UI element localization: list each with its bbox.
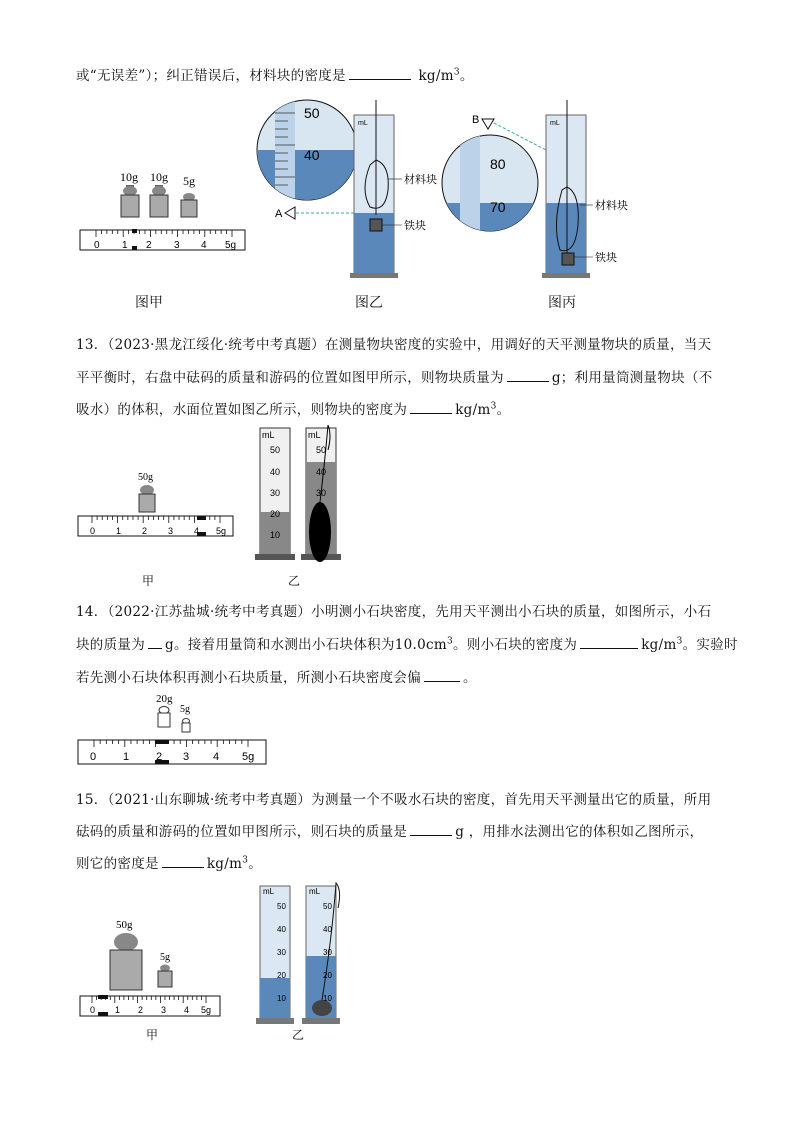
svg-text:40: 40 bbox=[323, 925, 332, 934]
fig12-magnifier-bing bbox=[442, 135, 538, 243]
eye-b-label: B bbox=[472, 114, 480, 126]
fig12-weights bbox=[121, 185, 197, 217]
figure-13 bbox=[70, 420, 350, 590]
q15-weight-label-50g: 50g bbox=[116, 919, 133, 931]
q14-line-2: 块的质量为 g。接着用量筒和水测出小石块体积为$10.0cm^3$。则小石块的密度为 $kg/m^3$。实验时 bbox=[76, 636, 738, 653]
mag-yi-40: 40 bbox=[304, 147, 320, 163]
figure-14 bbox=[70, 688, 280, 773]
svg-text:10: 10 bbox=[323, 994, 332, 1003]
tick-3: 3 bbox=[174, 240, 180, 251]
weight-5g bbox=[181, 193, 197, 217]
svg-text:5g: 5g bbox=[216, 526, 227, 536]
svg-text:mL: mL bbox=[309, 887, 321, 896]
weight-10g-a bbox=[121, 185, 139, 217]
svg-text:4: 4 bbox=[213, 751, 220, 763]
q15-caption-yi: 乙 bbox=[292, 1028, 305, 1042]
q15-weight-label-5g: 5g bbox=[160, 952, 170, 963]
weight-label-2: 10g bbox=[150, 170, 168, 184]
fig12-caption-bing: 图丙 bbox=[548, 295, 576, 311]
svg-text:1: 1 bbox=[116, 526, 122, 536]
eye-a-icon bbox=[285, 207, 295, 219]
svg-text:50: 50 bbox=[270, 445, 281, 455]
fig12-caption-jia: 图甲 bbox=[135, 295, 163, 311]
svg-text:20: 20 bbox=[323, 971, 332, 980]
svg-text:40: 40 bbox=[316, 467, 327, 477]
mag-yi-50: 50 bbox=[304, 105, 320, 121]
q14-line-3: 若先测小石块体积再测小石块质量，所测小石块密度会偏 。 bbox=[76, 670, 477, 686]
cyl-bing-unit: mL bbox=[550, 120, 560, 127]
q13-line-1: 13．（2023·黑龙江绥化·统考中考真题）在测量物块密度的实验中，用调好的天平测量物块的质量，当天 bbox=[76, 337, 712, 353]
q13-weight-label: 50g bbox=[138, 472, 153, 483]
svg-text:30: 30 bbox=[316, 488, 327, 498]
q12-tail-text: 或“无误差”）；纠正错误后，材料块的密度是 bbox=[76, 68, 346, 84]
q13-blank-density[interactable] bbox=[410, 401, 452, 414]
tick-2: 2 bbox=[146, 240, 152, 251]
svg-text:40: 40 bbox=[277, 925, 286, 934]
eye-b-icon bbox=[482, 119, 494, 129]
label-material-bing: 材料块 bbox=[595, 199, 628, 212]
tick-4: 4 bbox=[201, 240, 207, 251]
tick-0: 0 bbox=[94, 240, 100, 251]
svg-text:20: 20 bbox=[277, 971, 286, 980]
mag-bing-80: 80 bbox=[490, 156, 506, 172]
svg-text:3: 3 bbox=[183, 751, 190, 763]
svg-text:20: 20 bbox=[270, 509, 281, 519]
svg-text:30: 30 bbox=[277, 948, 286, 957]
label-material-yi: 材料块 bbox=[404, 173, 437, 186]
svg-text:5g: 5g bbox=[201, 1005, 212, 1015]
fig12-scale bbox=[80, 229, 245, 251]
svg-text:10: 10 bbox=[277, 994, 286, 1003]
q15-blank-mass[interactable] bbox=[410, 823, 452, 836]
label-iron-yi: 铁块 bbox=[404, 219, 426, 232]
q15-cylinder-1 bbox=[256, 886, 294, 1024]
eye-a-label: A bbox=[275, 208, 283, 220]
weight-label-3: 5g bbox=[183, 174, 195, 188]
q15-weight-50g bbox=[110, 933, 142, 990]
weight-label-1: 10g bbox=[120, 170, 138, 184]
svg-text:5g: 5g bbox=[242, 751, 255, 763]
svg-text:mL: mL bbox=[308, 430, 321, 440]
svg-text:0: 0 bbox=[90, 751, 97, 763]
fig12-caption-yi: 图乙 bbox=[355, 295, 383, 311]
svg-text:3: 3 bbox=[168, 526, 174, 536]
svg-text:10: 10 bbox=[270, 530, 281, 540]
q13-line-3: 吸水）的体积，水面位置如图乙所示，则物块的密度为 $kg/m^3$。 bbox=[76, 401, 511, 418]
q13-weight-50g bbox=[139, 485, 155, 512]
q14-weight-5g bbox=[182, 719, 190, 733]
q12-answer-blank[interactable] bbox=[349, 67, 411, 80]
svg-text:mL: mL bbox=[262, 430, 275, 440]
svg-text:4: 4 bbox=[194, 526, 200, 536]
figure-12 bbox=[70, 95, 630, 315]
tick-1: 1 bbox=[122, 240, 128, 251]
q13-blank-mass[interactable] bbox=[507, 369, 549, 382]
q14-weight-label-5g: 5g bbox=[180, 704, 190, 715]
q15-line-1: 15．（2021·山东聊城·统考中考真题）为测量一个不吸水石块的密度，首先用天平测量出它的质量，所用 bbox=[76, 792, 712, 808]
svg-text:50: 50 bbox=[316, 445, 327, 455]
q14-weight-20g bbox=[158, 707, 170, 728]
cyl-yi-unit: mL bbox=[358, 120, 368, 127]
svg-text:2: 2 bbox=[156, 751, 163, 763]
q14-weight-label-20g: 20g bbox=[156, 693, 173, 705]
svg-text:50: 50 bbox=[323, 902, 332, 911]
q15-line-3: 则它的密度是 $kg/m^3$。 bbox=[76, 855, 263, 872]
q15-line-2: 砝码的质量和游码的位置如甲图所示，则石块的质量是 g ，用排水法测出它的体积如乙图所示， bbox=[76, 824, 704, 840]
svg-text:2: 2 bbox=[138, 1005, 144, 1015]
q12-unit: kg/m bbox=[418, 68, 454, 84]
q15-caption-jia: 甲 bbox=[146, 1028, 159, 1042]
tick-5: 5g bbox=[225, 240, 237, 251]
svg-text:0: 0 bbox=[90, 526, 96, 536]
q13-line-2: 平平衡时，右盘中砝码的质量和游码的位置如图甲所示，则物块质量为 g；利用量筒测量物块（不 bbox=[76, 370, 713, 386]
svg-text:30: 30 bbox=[323, 948, 332, 957]
q14-line-1: 14．（2022·江苏盐城·统考中考真题）小明测小石块密度，先用天平测出小石块的质量，如图所示，小石 bbox=[76, 604, 712, 620]
svg-text:3: 3 bbox=[161, 1005, 167, 1015]
weight-10g-b bbox=[150, 185, 168, 217]
q15-weight-5g bbox=[158, 965, 172, 988]
q14-blank-bias[interactable] bbox=[424, 669, 460, 682]
figure-15 bbox=[70, 878, 370, 1028]
svg-text:40: 40 bbox=[270, 467, 281, 477]
svg-text:50: 50 bbox=[277, 902, 286, 911]
svg-text:mL: mL bbox=[263, 887, 275, 896]
q13-caption-jia: 甲 bbox=[142, 574, 155, 588]
q15-cylinder-2 bbox=[302, 883, 340, 1024]
svg-text:2: 2 bbox=[142, 526, 148, 536]
mag-bing-70: 70 bbox=[490, 199, 506, 215]
svg-text:1: 1 bbox=[123, 751, 130, 763]
q13-caption-yi: 乙 bbox=[288, 574, 301, 588]
svg-text:1: 1 bbox=[115, 1005, 121, 1015]
svg-text:0: 0 bbox=[90, 1005, 96, 1015]
q12-tail-line: 或“无误差”）；纠正错误后，材料块的密度是 $kg/m^3$。 bbox=[76, 67, 474, 84]
q15-blank-density[interactable] bbox=[162, 855, 204, 868]
q14-blank-mass[interactable] bbox=[148, 636, 162, 649]
svg-text:4: 4 bbox=[184, 1005, 190, 1015]
q14-blank-density[interactable] bbox=[580, 636, 638, 649]
svg-text:30: 30 bbox=[270, 488, 281, 498]
label-iron-bing: 铁块 bbox=[595, 251, 617, 264]
